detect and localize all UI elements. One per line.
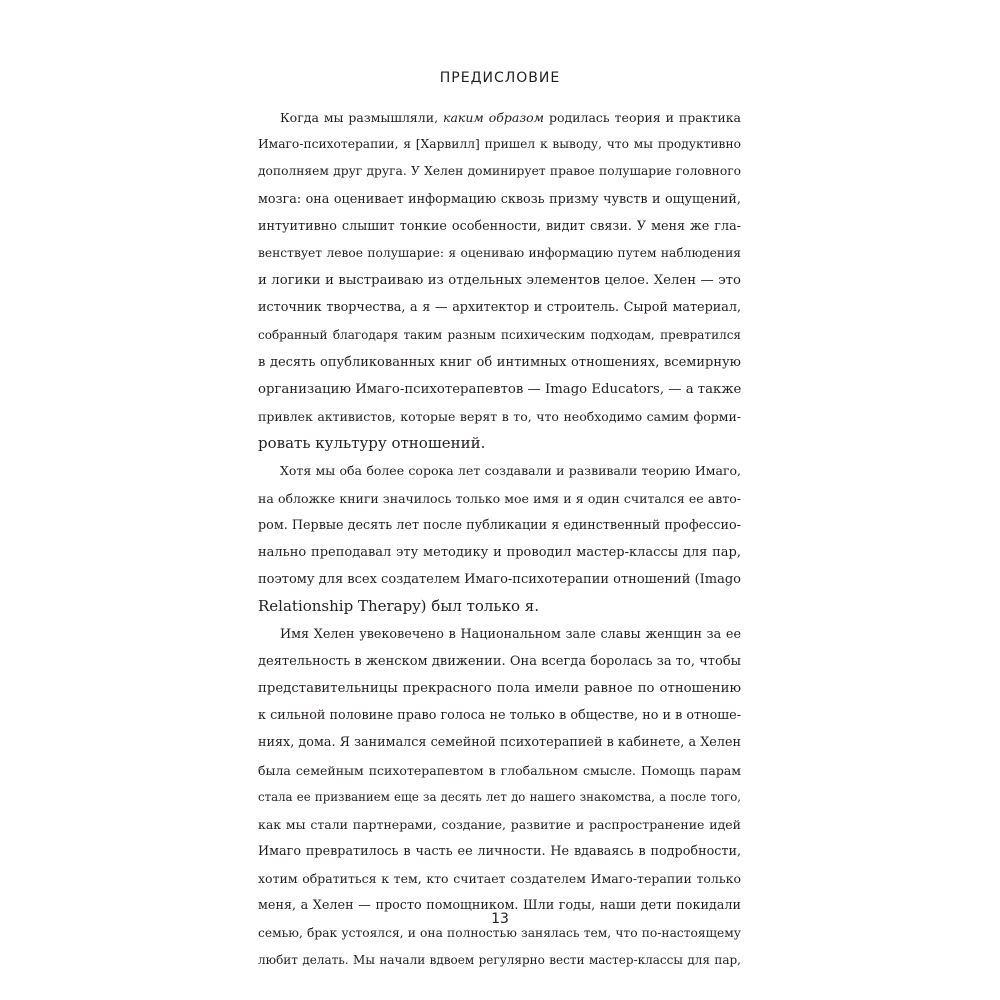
text-line: на обложке книги значилось только мое имя и я один считался ее авто- (258, 490, 741, 506)
text-line: Хотя мы оба более сорока лет создавали и развивали теорию Имаго, (280, 463, 741, 479)
text-line: хотим обратиться к тем, кто считает создателем Имаго-терапии только (258, 871, 741, 887)
text-line: семью, брак устоялся, и она полностью занялась тем, что по-настоящему (258, 925, 741, 940)
text-line: собранный благодаря таким разным психическим подходам, превратился (258, 327, 741, 342)
text-line: Имя Хелен увековечено в Национальном зале славы женщин за ее (280, 626, 741, 642)
text-line: Имаго превратилось в часть ее личности. Не вдаваясь в подробности, (258, 844, 741, 860)
text-line: стала ее призванием еще за десять лет до нашего знакомства, а после того, (258, 789, 741, 804)
text-run: родилась теория и практика (544, 110, 741, 125)
text-line: любит делать. Мы начали вдвоем регулярно вести мастер-классы для пар, (258, 952, 741, 967)
text-line: ниях, дома. Я занимался семейной психотерапией в кабинете, а Хелен (258, 735, 741, 751)
text-line: ром. Первые десять лет после публикации я единственный профессио- (258, 517, 741, 533)
text-line: поэтому для всех создателем Имаго-психотерапии отношений (Imago (258, 572, 741, 588)
text-line: венствует левое полушарие: я оцениваю информацию путем наблюдения (258, 245, 741, 260)
paragraph (258, 457, 741, 620)
text-line: была семейным психотерапевтом в глобальном смысле. Помощь парам (258, 762, 741, 778)
text-run: Когда мы размышляли, (280, 110, 443, 125)
text-line: источник творчества, а я — архитектор и строитель. Сырой материал, (258, 300, 741, 316)
page-number: 13 (491, 911, 509, 927)
paragraph (258, 104, 741, 457)
text-line: деятельность в женском движении. Она всегда боролась за то, чтобы (258, 653, 741, 669)
text-line: мозга: она оценивает информацию сквозь призму чувств и ощущений, (258, 191, 741, 207)
running-title: ПРЕДИСЛОВИЕ (439, 70, 561, 86)
text-line (258, 104, 741, 131)
text-line: представительницы прекрасного пола имели равное по отношению (258, 680, 741, 696)
text-line: ровать культуру отношений. (258, 434, 486, 453)
body-text (258, 104, 741, 974)
text-line: интуитивно слышит тонкие особенности, видит связи. У меня же гла- (258, 218, 741, 234)
text-line: и логики и выстраиваю из отдельных элементов целое. Хелен — это (258, 273, 741, 289)
text-line: привлек активистов, которые верят в то, что необходимо самим форми- (258, 409, 741, 425)
text-line: организацию Имаго-психотерапевтов — Imago Educators, — а также (258, 381, 742, 397)
text-line: к сильной половине право голоса не только в обществе, но и в отноше- (258, 708, 741, 724)
text-line: Имаго-психотерапии, я [Харвилл] пришел к выводу, что мы продуктивно (258, 137, 741, 152)
text-line: как мы стали партнерами, создание, развитие и распространение идей (258, 816, 741, 832)
text-line: в десять опубликованных книг об интимных отношениях, всемирную (258, 354, 741, 370)
text-line: меня, а Хелен — просто помощником. Шли годы, наши дети покидали (258, 898, 741, 914)
text-line: Relationship Therapy) был только я. (258, 597, 540, 616)
text-line: нально преподавал эту методику и проводил мастер-классы для пар, (258, 545, 741, 560)
italic-phrase: каким образом (442, 110, 545, 125)
text-line: дополняем друг друга. У Хелен доминирует правое полушарие головного (258, 164, 741, 179)
